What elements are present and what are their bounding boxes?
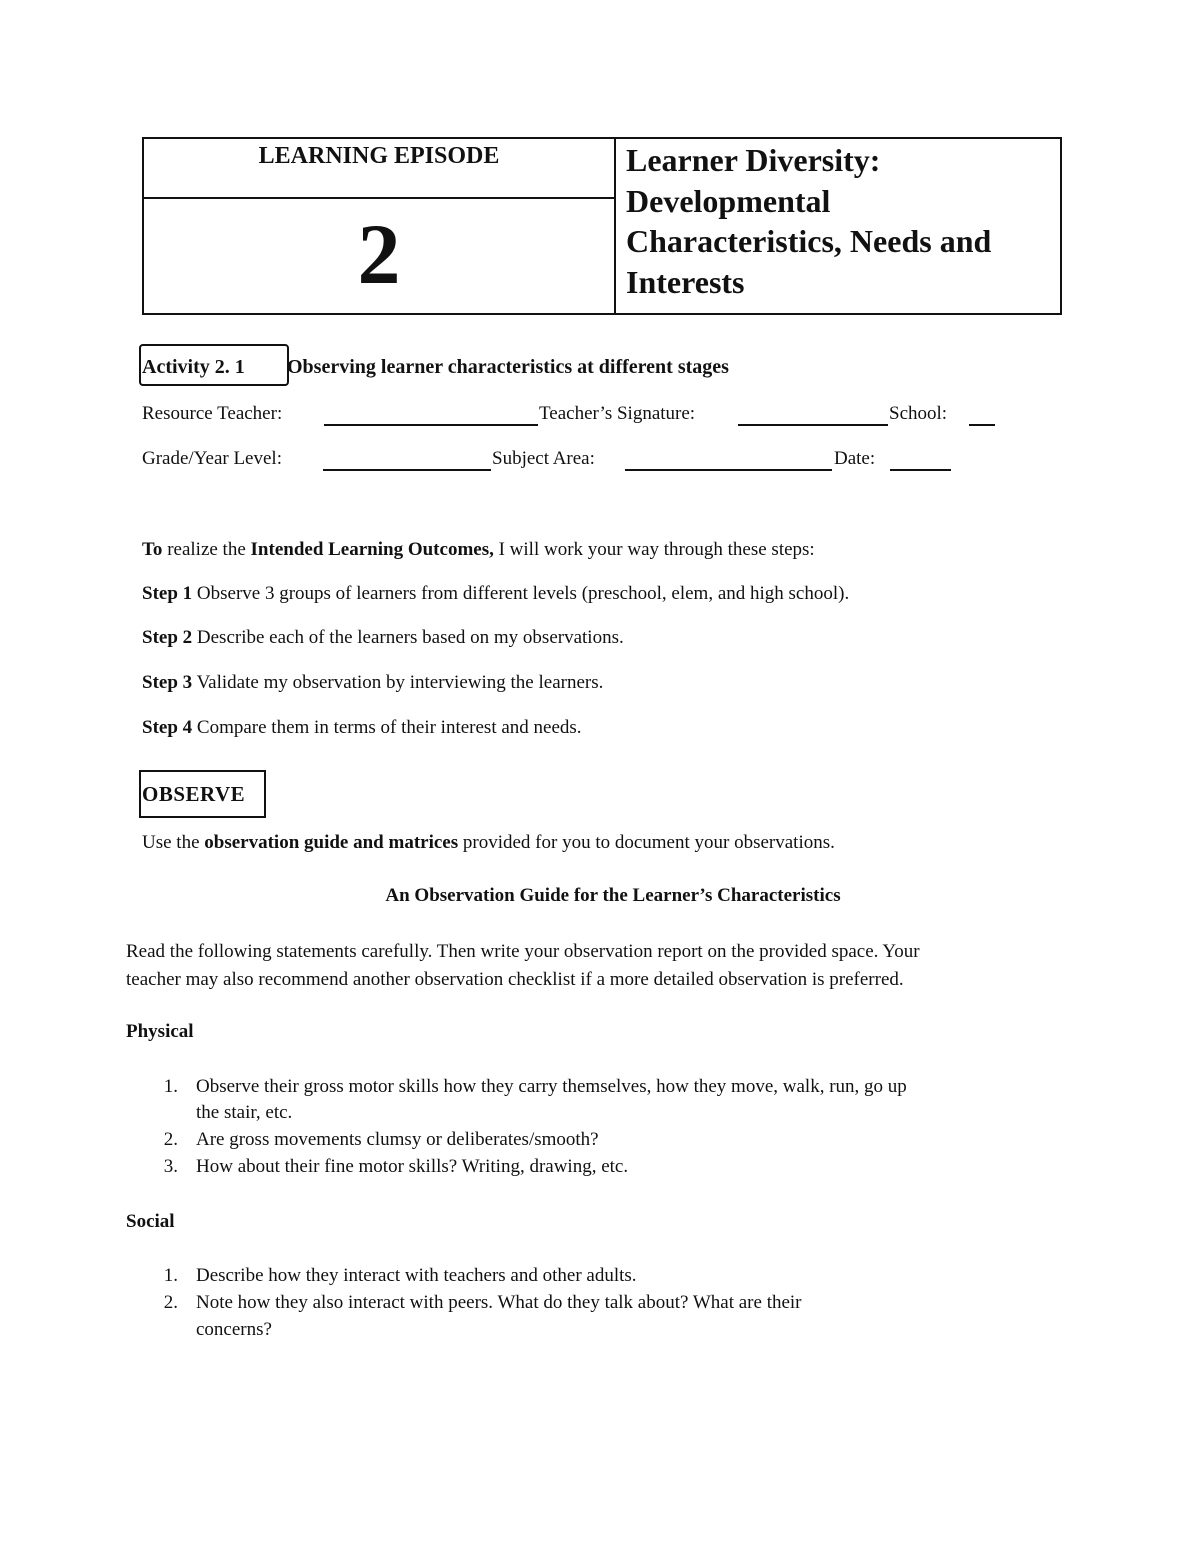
step-label: Step 3 bbox=[142, 672, 193, 693]
grade-level-label: Grade/Year Level: bbox=[142, 448, 282, 469]
physical-item-number: 1. bbox=[163, 1076, 178, 1097]
intro-bold-outcomes: Intended Learning Outcomes, bbox=[250, 539, 494, 560]
episode-number: 2 bbox=[357, 206, 401, 302]
observe-text-part: provided for you to document your observations. bbox=[458, 832, 835, 853]
date-field[interactable] bbox=[890, 469, 951, 471]
header-divider-horizontal bbox=[142, 197, 616, 199]
social-item-text: Describe how they interact with teachers and other adults. bbox=[196, 1265, 637, 1286]
header-divider-vertical bbox=[614, 137, 616, 315]
resource-teacher-label: Resource Teacher: bbox=[142, 403, 283, 424]
physical-item-text: How about their fine motor skills? Writing, drawing, etc. bbox=[196, 1156, 629, 1177]
step-label: Step 1 bbox=[142, 583, 193, 604]
teacher-signature-field[interactable] bbox=[738, 424, 888, 426]
social-item-text: Note how they also interact with peers. What do they talk about? What are their bbox=[196, 1292, 802, 1313]
physical-item-text-cont: the stair, etc. bbox=[196, 1102, 293, 1123]
school-label: School: bbox=[889, 403, 948, 424]
step-text: Describe each of the learners based on my observations. bbox=[192, 627, 624, 648]
physical-item-number: 2. bbox=[163, 1129, 178, 1150]
step-item bbox=[142, 671, 603, 695]
step-item bbox=[142, 716, 582, 740]
subject-area-label: Subject Area: bbox=[492, 448, 595, 469]
step-item bbox=[142, 582, 849, 606]
episode-label: LEARNING EPISODE bbox=[258, 143, 500, 169]
activity-title: Observing learner characteristics at different stages bbox=[287, 356, 729, 378]
intro-text-part: realize the bbox=[162, 539, 251, 560]
intro-text-part: I will work your way through these steps: bbox=[493, 539, 815, 560]
guide-title: An Observation Guide for the Learner’s Characteristics bbox=[385, 885, 841, 906]
observe-instructions bbox=[142, 831, 835, 855]
social-item-number: 2. bbox=[163, 1292, 178, 1313]
activity-label: Activity 2. 1 bbox=[142, 356, 245, 378]
step-label: Step 2 bbox=[142, 627, 193, 648]
observe-label: OBSERVE bbox=[142, 782, 246, 806]
date-label: Date: bbox=[834, 448, 876, 469]
social-item-text-cont: concerns? bbox=[196, 1319, 272, 1340]
observe-text-bold: observation guide and matrices bbox=[204, 832, 459, 853]
intro-text bbox=[142, 538, 815, 562]
guide-paragraph bbox=[126, 938, 1126, 994]
physical-item-number: 3. bbox=[163, 1156, 178, 1177]
guide-paragraph-line: Read the following statements carefully. Then write your observation report on the provided space. Your bbox=[126, 941, 920, 962]
episode-title bbox=[626, 140, 1056, 302]
observe-text-part: Use the bbox=[142, 832, 205, 853]
guide-paragraph-line: teacher may also recommend another observation checklist if a more detailed observation is preferred. bbox=[126, 969, 904, 990]
physical-item-text: Are gross movements clumsy or deliberates/smooth? bbox=[196, 1129, 599, 1150]
step-item bbox=[142, 626, 624, 650]
step-text: Compare them in terms of their interest and needs. bbox=[192, 717, 582, 738]
physical-item-text: Observe their gross motor skills how they carry themselves, how they move, walk, run, go up bbox=[196, 1076, 907, 1097]
episode-title-line: Developmental bbox=[626, 182, 831, 219]
intro-bold-to: To bbox=[142, 539, 163, 560]
episode-title-line: Learner Diversity: bbox=[626, 142, 881, 178]
step-text: Validate my observation by interviewing the learners. bbox=[192, 672, 604, 693]
grade-level-field[interactable] bbox=[323, 469, 491, 471]
episode-title-line: Interests bbox=[626, 263, 745, 300]
step-label: Step 4 bbox=[142, 717, 193, 738]
step-text: Observe 3 groups of learners from different levels (preschool, elem, and high school). bbox=[192, 583, 850, 604]
social-heading: Social bbox=[126, 1211, 175, 1232]
physical-heading: Physical bbox=[126, 1021, 194, 1042]
teacher-signature-label: Teacher’s Signature: bbox=[539, 403, 696, 424]
school-field[interactable] bbox=[969, 424, 995, 426]
social-item-number: 1. bbox=[163, 1265, 178, 1286]
episode-title-line: Characteristics, Needs and bbox=[626, 223, 992, 259]
resource-teacher-field[interactable] bbox=[324, 424, 538, 426]
subject-area-field[interactable] bbox=[625, 469, 832, 471]
